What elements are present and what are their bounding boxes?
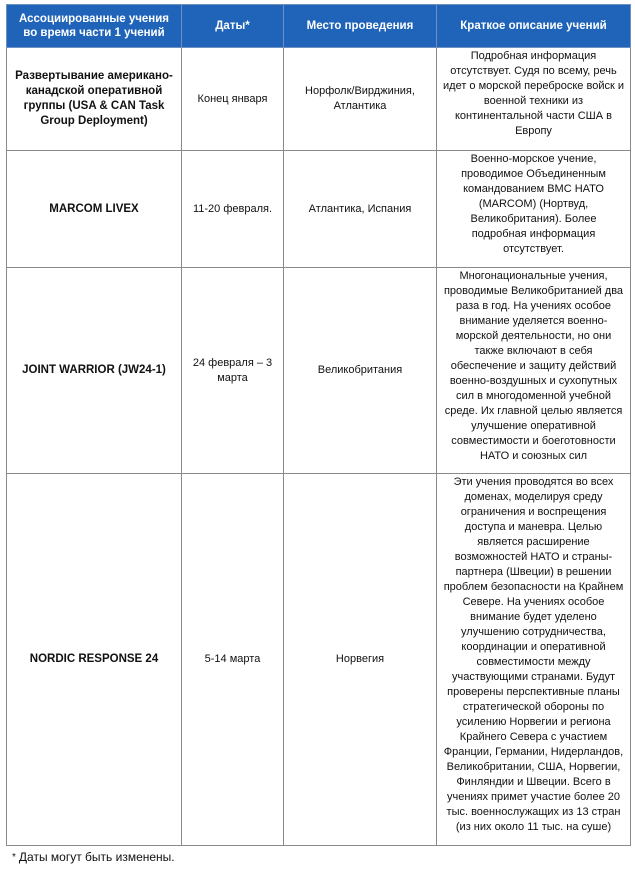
exercise-place: Великобритания — [284, 268, 437, 474]
exercise-name: JOINT WARRIOR (JW24-1) — [7, 268, 182, 474]
exercise-description: Многонациональные учения, проводимые Великобританией два раза в год. На учениях особое внимание уделяется военно-морской деятельности, но они также включают в себя обеспечение и защиту действий военно-воздушных и сухопутных сил в многодоменной учебной среде. Их главной целью является улучшение оперативной совместимости и боеготовности НАТО и союзных сил — [437, 268, 631, 474]
exercise-name: NORDIC RESPONSE 24 — [7, 474, 182, 846]
table-row — [7, 268, 631, 474]
exercise-description: Подробная информация отсутствует. Судя по всему, речь идет о морской переброске войск и военной техники из континентальной части США в Европу — [437, 48, 631, 151]
exercise-place: Атлантика, Испания — [284, 151, 437, 268]
table-body — [7, 48, 631, 846]
table-row — [7, 48, 631, 151]
header-description: Краткое описание учений — [437, 5, 631, 48]
exercise-dates: 24 февраля – 3 марта — [182, 268, 284, 474]
exercise-dates: Конец января — [182, 48, 284, 151]
table-row — [7, 474, 631, 846]
header-exercises: Ассоциированные учения во время части 1 учений — [7, 5, 182, 48]
table-header — [7, 5, 631, 48]
exercise-dates: 5-14 марта — [182, 474, 284, 846]
exercise-place: Норвегия — [284, 474, 437, 846]
table-row — [7, 151, 631, 268]
header-dates: Даты* — [182, 5, 284, 48]
footnote-text: Даты могут быть изменены. — [18, 850, 175, 864]
footnote — [12, 850, 175, 865]
exercise-place: Норфолк/Вирджиния, Атлантика — [284, 48, 437, 151]
header-place: Место проведения — [284, 5, 437, 48]
header-row — [7, 5, 631, 48]
exercises-table — [6, 4, 631, 846]
exercise-dates: 11-20 февраля. — [182, 151, 284, 268]
footnote-marker: * — [12, 852, 16, 863]
exercise-description: Военно-морское учение, проводимое Объединенным командованием ВМС НАТО (MARCOM) (Нортвуд, Великобритания). Более подробная информация отсутствует. — [437, 151, 631, 268]
exercise-name: MARCOM LIVEX — [7, 151, 182, 268]
exercise-description: Эти учения проводятся во всех доменах, моделируя среду ограничения и воспрещения доступа и маневра. Целью является расширение возможностей НАТО и страны-партнера (Швеции) в решении проблем безопасности на Крайнем Севере. На учениях особое внимание будет уделено улучшению сотрудничества, координации и оперативной совместимости между участвующими странами. Будут проверены перспективные планы стратегической обороны по усилению Норвегии и региона Крайнего Севера с участием Франции, Германии, Нидерландов, Великобритании, США, Норвегии, Финляндии и Швеции. Всего в учениях примет участие более 20 тыс. военнослужащих из 13 стран (из них около 11 тыс. на суше) — [437, 474, 631, 846]
exercise-name: Развертывание американо-канадской оперативной группы (USA & CAN Task Group Deployment) — [7, 48, 182, 151]
